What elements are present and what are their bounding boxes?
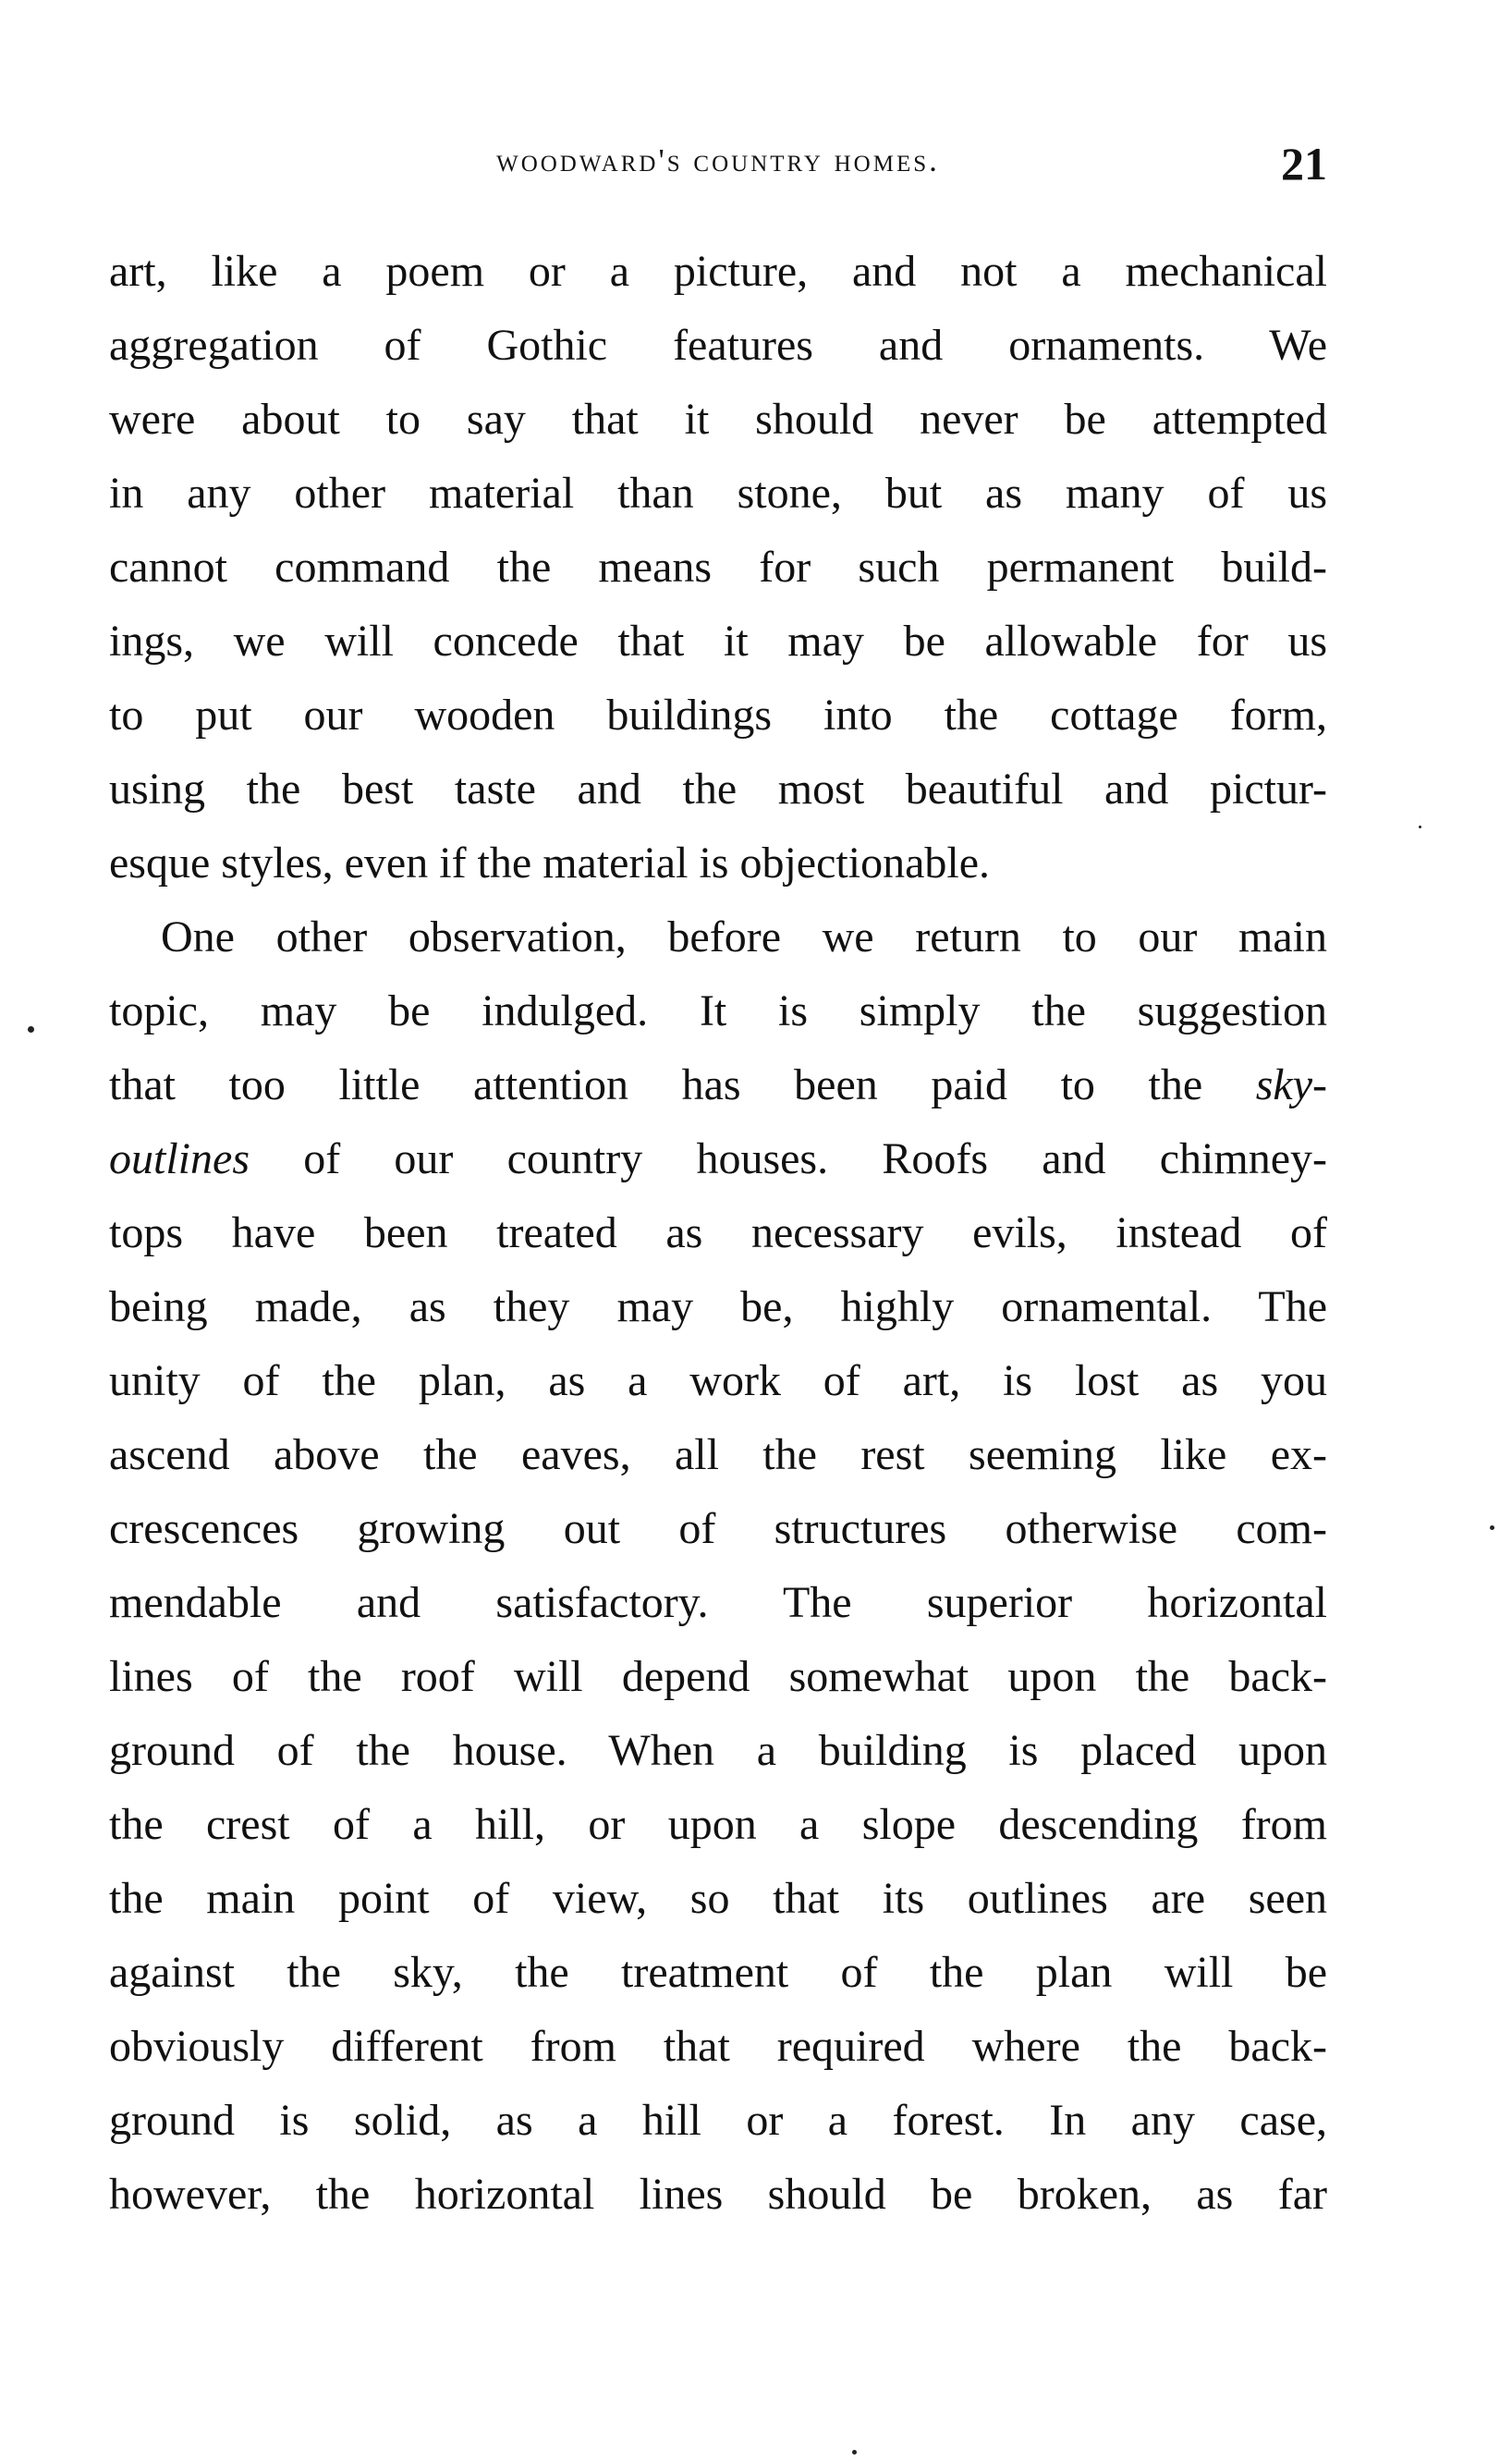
text-line: ground of the house. When a building is placed upon (109, 1726, 1327, 1775)
body-text (109, 235, 1327, 2232)
text-line: aggregation of Gothic features and ornaments. We (109, 321, 1327, 370)
text-line: topic, may be indulged. It is simply the suggestion (109, 986, 1327, 1035)
text-line: in any other material than stone, but as many of us (109, 469, 1327, 518)
text-line: to put our wooden buildings into the cottage form, (109, 691, 1327, 740)
page-number: 21 (1281, 138, 1327, 190)
text-line: however, the horizontal lines should be broken, as far (109, 2170, 1327, 2219)
text-line: cannot command the means for such permanent build- (109, 543, 1327, 592)
text-line: One other observation, before we return to our main (161, 912, 1327, 961)
scan-speck (1490, 1525, 1494, 1530)
text-line: esque styles, even if the material is objectionable. (109, 839, 991, 888)
text-line (109, 1122, 1327, 1196)
text-line: art, like a poem or a picture, and not a mechanical (109, 247, 1327, 296)
scan-speck (1419, 826, 1421, 828)
text-line: being made, as they may be, highly ornamental. The (109, 1282, 1327, 1331)
text-line: against the sky, the treatment of the plan will be (109, 1948, 1327, 1997)
text-line: ground is solid, as a hill or a forest. In any case, (109, 2096, 1327, 2145)
scan-speck (28, 1026, 34, 1033)
text-line: lines of the roof will depend somewhat upon the back- (109, 1652, 1327, 1701)
text-line: using the best taste and the most beautiful and pictur- (109, 765, 1327, 814)
text-run: of our country houses. Roofs and chimney- (250, 1134, 1327, 1183)
text-line: ascend above the eaves, all the rest seeming like ex- (109, 1430, 1327, 1479)
running-head (109, 137, 1327, 192)
text-line: were about to say that it should never be attempted (109, 395, 1327, 444)
text-line: mendable and satisfactory. The superior horizontal (109, 1578, 1327, 1627)
text-line: the main point of view, so that its outlines are seen (109, 1874, 1327, 1923)
text-line: tops have been treated as necessary evils, instead of (109, 1208, 1327, 1257)
text-line: crescences growing out of structures otherwise com- (109, 1504, 1327, 1553)
text-line (109, 1048, 1327, 1122)
text-line: obviously different from that required where the back- (109, 2022, 1327, 2071)
text-line: unity of the plan, as a work of art, is lost as you (109, 1356, 1327, 1405)
emphasis-text: sky- (1255, 1060, 1327, 1109)
running-title: woodward's country homes. (496, 142, 940, 178)
text-line: the crest of a hill, or upon a slope descending from (109, 1800, 1327, 1849)
text-line: ings, we will concede that it may be allowable for us (109, 617, 1327, 666)
text-run: that too little attention has been paid to the (109, 1060, 1256, 1109)
scan-speck (852, 2450, 857, 2455)
emphasis-text: outlines (109, 1134, 250, 1183)
